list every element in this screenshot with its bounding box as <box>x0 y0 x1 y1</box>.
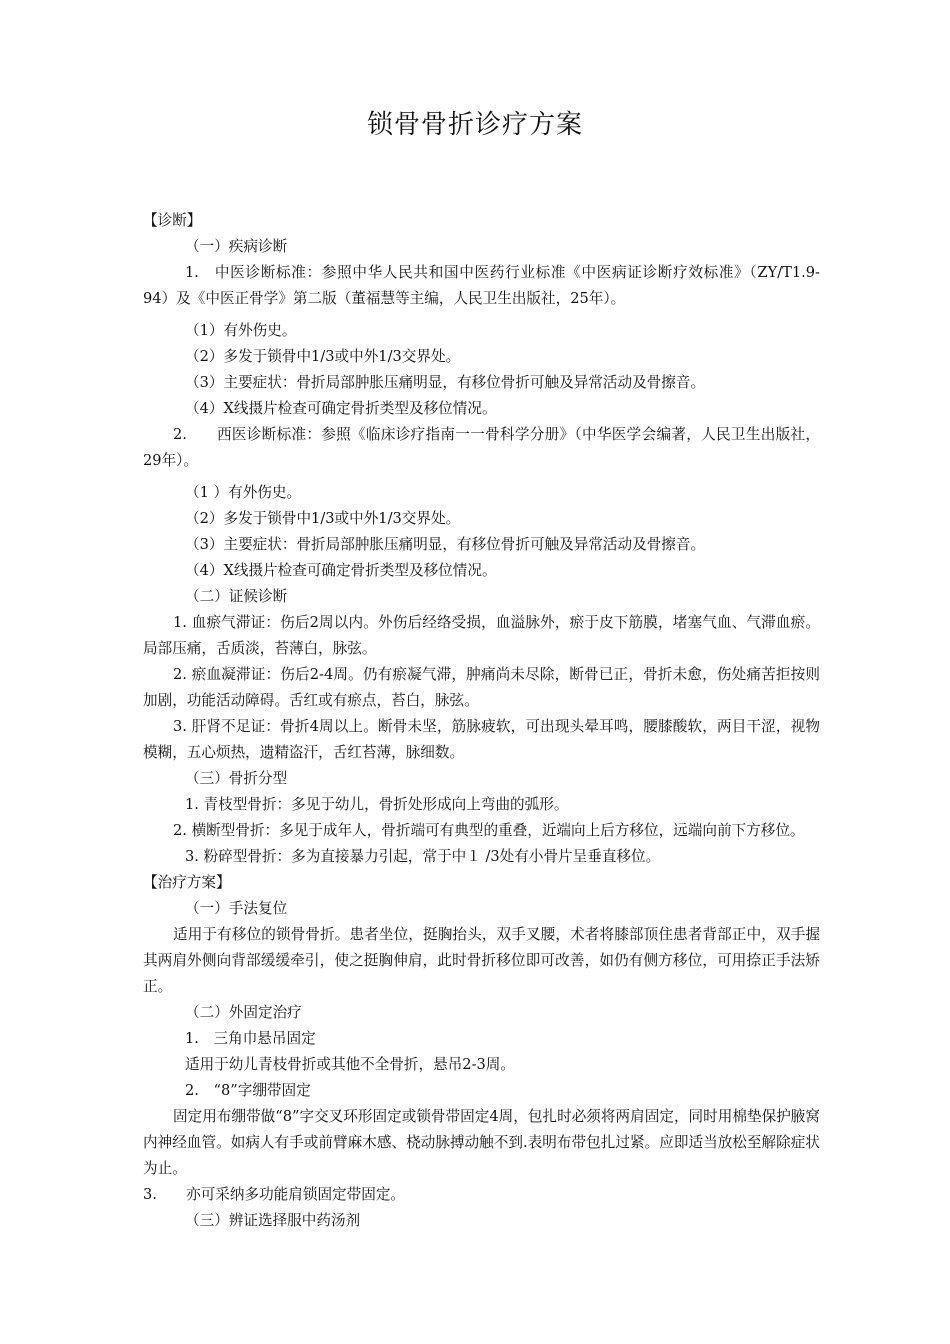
list-item: （4）X线摄片检查可确定骨折类型及移位情况。 <box>185 562 497 579</box>
list-item: （3）主要症状：骨折局部肿胀压痛明显，有移位骨折可触及异常活动及骨擦音。 <box>185 536 706 553</box>
paragraph: 2. 西医诊断标准：参照《临床诊疗指南一一骨科学分册》（中华医学会编著，人民卫生出版社，29年）。 <box>143 426 820 469</box>
paragraph: 2. 瘀血凝滞证：伤后2-4周。仍有瘀凝气滞，肿痛尚未尽除，断骨已正，骨折未愈，伤处痛苦拒按则加剧，功能活动障碍。舌红或有瘀点，苔白，脉弦。 <box>143 666 820 709</box>
list-item: 2. “8”字绷带固定 <box>185 1082 311 1099</box>
list-item: 1. 青枝型骨折：多见于幼儿，骨折处形成向上弯曲的弧形。 <box>185 796 569 813</box>
paragraph: 1. 血瘀气滞证：伤后2周以内。外伤后经络受损，血溢脉外，瘀于皮下筋膜，堵塞气血、气滞血瘀。局部压痛，舌质淡，苔薄白，脉弦。 <box>143 614 820 657</box>
subsection-heading: （二）证候诊断 <box>185 588 288 605</box>
paragraph: 2. 横断型骨折：多见于成年人，骨折端可有典型的重叠，近端向上后方移位，远端向前下方移位。 <box>173 822 805 839</box>
list-item: 3. 粉碎型骨折：多为直接暴力引起，常于中１ /3处有小骨片呈垂直移位。 <box>185 848 661 865</box>
paragraph: 1. 中医诊断标准：参照中华人民共和国中医药行业标准《中医病证诊断疗效标准》（ZY/T1.9-94）及《中医正骨学》第二版（董福慧等主编，人民卫生出版社，25年）。 <box>143 264 820 307</box>
paragraph: 3. 肝肾不足证：骨折4周以上。断骨未坚，筋脉疲软，可出现头晕耳鸣，腰膝酸软，两目干涩，视物模糊，五心烦热，遗精盗汗，舌红苔薄，脉细数。 <box>143 718 820 761</box>
subsection-heading: （二）外固定治疗 <box>185 1004 302 1021</box>
list-item: （1）有外伤史。 <box>185 322 297 339</box>
section-heading: 【诊断】 <box>143 212 202 229</box>
paragraph: 适用于有移位的锁骨骨折。患者坐位，挺胸抬头，双手叉腰，术者将膝部顶住患者背部正中，双手握其两肩外侧向背部缓缓牵引，使之挺胸伸肩，此时骨折移位即可改善，如仍有侧方移位，可用捺正手法矫正。 <box>143 926 820 995</box>
section-heading: 【治疗方案】 <box>143 874 231 891</box>
list-item: （3）主要症状：骨折局部肿胀压痛明显，有移位骨折可触及异常活动及骨擦音。 <box>185 374 706 391</box>
paragraph: 固定用布绷带做“8”字交叉环形固定或锁骨带固定4周，包扎时必须将两肩固定，同时用棉垫保护腋窝内神经血管。如病人有手或前臂麻木感、桡动脉搏动触不到.表明布带包扎过紧。应即适当放松至解除症状为止。 <box>143 1108 820 1177</box>
list-item: 适用于幼儿青枝骨折或其他不全骨折，悬吊2-3周。 <box>185 1056 515 1073</box>
subsection-heading: （三）骨折分型 <box>185 770 288 787</box>
list-item: （2）多发于锁骨中1/3或中外1/3交界处。 <box>185 510 461 527</box>
list-item: （2）多发于锁骨中1/3或中外1/3交界处。 <box>185 348 461 365</box>
list-item: （4）X线摄片检查可确定骨折类型及移位情况。 <box>185 400 497 417</box>
subsection-heading: （一）手法复位 <box>185 900 288 917</box>
list-item: 1. 三角巾悬吊固定 <box>185 1030 316 1047</box>
list-item: （1 ）有外伤史。 <box>185 484 302 501</box>
subsection-heading: （一）疾病诊断 <box>185 238 288 255</box>
subsection-heading: （三）辨证选择服中药汤剂 <box>185 1212 361 1229</box>
document-body <box>143 208 820 1234</box>
document-title: 锁骨骨折诊疗方案 <box>366 110 583 140</box>
section-heading: 3. 亦可采纳多功能肩锁固定带固定。 <box>143 1186 406 1203</box>
